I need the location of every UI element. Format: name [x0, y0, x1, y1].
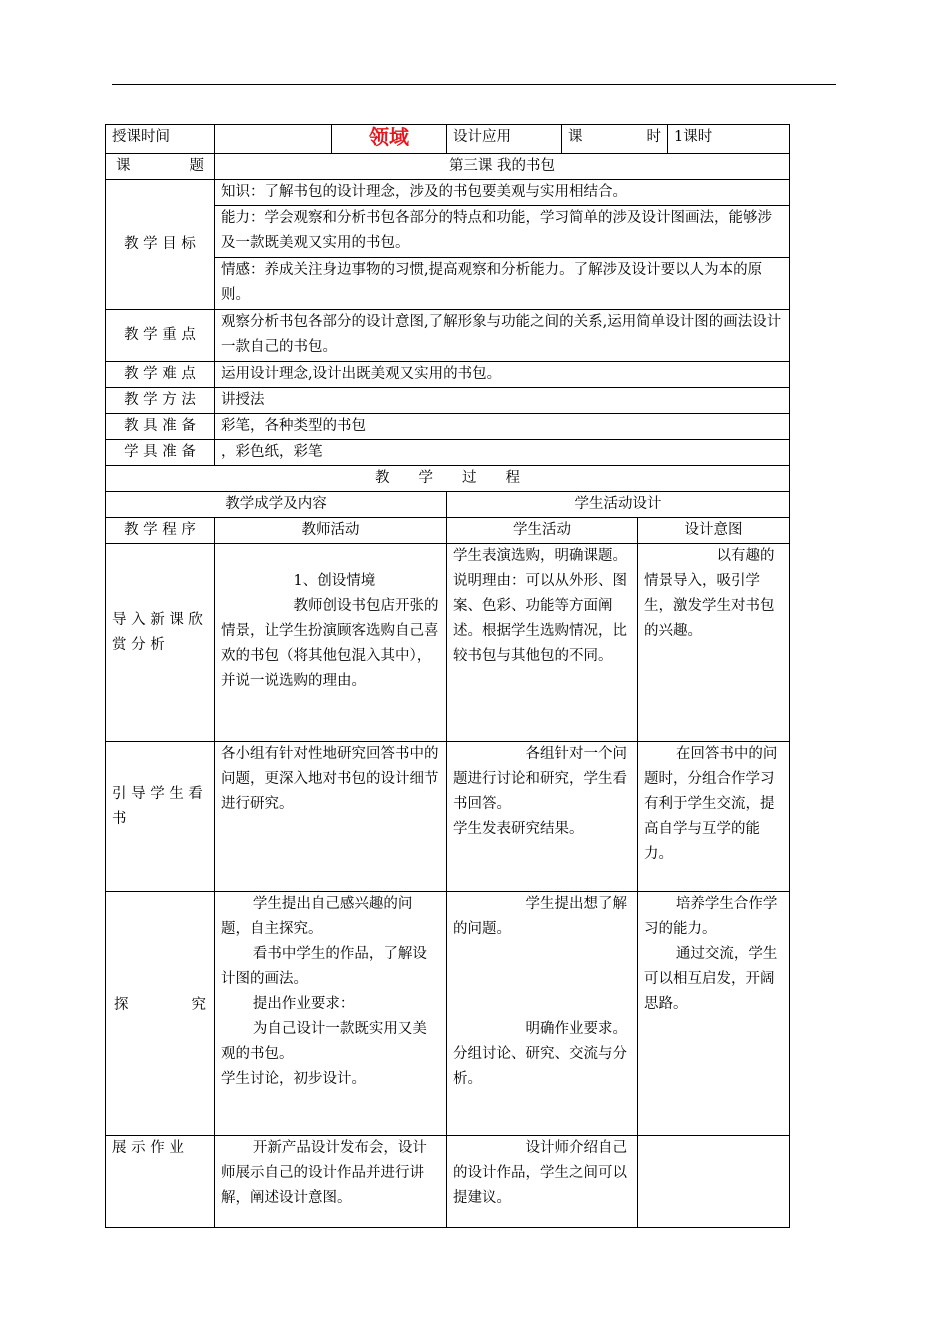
process-row-showcase [106, 1136, 790, 1228]
teacher-text: 开新产品设计发布会，设计师展示自己的设计作品并进行讲解，阐述设计意图。 [221, 1140, 427, 1206]
field-label: 领域 [369, 125, 409, 149]
procedure-text-b: 究 [191, 997, 206, 1013]
goal-knowledge-row [106, 180, 790, 206]
topic-label-a: 课 [116, 158, 131, 174]
process-row-reading [106, 742, 790, 892]
student-design-header: 学生活动设计 [447, 492, 790, 518]
student-text: 学生发表研究结果。 [453, 821, 584, 837]
teacher-activity-cell [215, 544, 447, 742]
topic-label-b: 题 [189, 158, 204, 174]
teacher-text: 看书中学生的作品，了解设计图的画法。 [221, 946, 427, 987]
intent-cell [638, 544, 790, 742]
teacher-activity-cell [215, 1136, 447, 1228]
process-title: 教 学 过 程 [106, 466, 790, 492]
procedure-cell: 展 示 作 业 [106, 1136, 215, 1228]
hours-value: 1课时 [668, 125, 790, 154]
procedure-header: 教 学 程 序 [106, 518, 215, 544]
method-value: 讲授法 [215, 388, 790, 414]
intent-text: 以有趣的情景导入，吸引学生，激发学生对书包的兴趣。 [644, 548, 775, 639]
teacher-activity-cell: 各小组有针对性地研究回答书中的问题，更深入地对书包的设计细节进行研究。 [215, 742, 447, 892]
teacher-tools-value: 彩笔，各种类型的书包 [215, 414, 790, 440]
topic-value: 第三课 我的书包 [215, 154, 790, 180]
goal-emotion: 情感：养成关注身边事物的习惯,提高观察和分析能力。了解涉及设计要以人为本的原则。 [215, 258, 790, 310]
procedure-cell: 引 导 学 生 看 书 [106, 742, 215, 892]
hours-label [562, 125, 668, 154]
process-row-intro [106, 544, 790, 742]
header-row [106, 125, 790, 154]
key-points-label: 教 学 重 点 [106, 310, 215, 362]
method-row [106, 388, 790, 414]
intent-cell [638, 742, 790, 892]
header-rule [112, 84, 836, 85]
process-row-explore [106, 892, 790, 1136]
hours-label-b: 时 [646, 129, 661, 145]
spacer [453, 942, 631, 1017]
procedure-text-a: 探 [114, 997, 129, 1013]
goals-label: 教 学 目 标 [106, 180, 215, 310]
student-activity-cell [447, 742, 638, 892]
student-activity-cell [447, 892, 638, 1136]
hours-label-a: 课 [568, 129, 583, 145]
procedure-cell: 导 入 新 课 欣 赏 分 析 [106, 544, 215, 742]
teacher-header: 教师活动 [215, 518, 447, 544]
intent-text: 在回答书中的问题时，分组合作学习有利于学生交流，提高自学与互学的能力。 [644, 746, 778, 862]
intent-text: 通过交流，学生可以相互启发，开阔思路。 [644, 946, 778, 1012]
procedure-cell [106, 892, 215, 1136]
spacer [221, 544, 440, 569]
teacher-tools-label: 教 具 准 备 [106, 414, 215, 440]
student-text: 学生提出想了解的问题。 [453, 896, 627, 937]
student-header: 学生活动 [447, 518, 638, 544]
process-header-row-2 [106, 518, 790, 544]
intent-cell [638, 1136, 790, 1228]
teacher-tools-row [106, 414, 790, 440]
time-label: 授课时间 [106, 125, 215, 154]
intent-text: 培养学生合作学习的能力。 [644, 896, 778, 937]
difficulty-row [106, 362, 790, 388]
goal-knowledge: 知识：了解书包的设计理念，涉及的书包要美观与实用相结合。 [215, 180, 790, 206]
student-tools-row [106, 440, 790, 466]
difficulty-label: 教 学 难 点 [106, 362, 215, 388]
teacher-text: 学生讨论，初步设计。 [221, 1071, 366, 1087]
student-text: 分组讨论、研究、交流与分析。 [453, 1046, 627, 1087]
topic-row [106, 154, 790, 180]
teacher-text: 教师创设书包店开张的情景，让学生扮演顾客选购自己喜欢的书包（将其他包混入其中），并说一说选购的理由。 [221, 598, 439, 689]
teacher-text: 为自己设计一款既实用又美观的书包。 [221, 1021, 427, 1062]
student-tools-label: 学 具 准 备 [106, 440, 215, 466]
process-header-row-1 [106, 492, 790, 518]
student-activity-cell [447, 1136, 638, 1228]
teacher-text: 1、创设情境 [293, 573, 376, 589]
intent-cell [638, 892, 790, 1136]
student-text: 设计师介绍自己的设计作品，学生之间可以提建议。 [453, 1140, 627, 1206]
time-value [215, 125, 332, 154]
process-title-row [106, 466, 790, 492]
method-label: 教 学 方 法 [106, 388, 215, 414]
teacher-text: 学生提出自己感兴趣的问题，自主探究。 [221, 896, 413, 937]
content-header: 教学成学及内容 [106, 492, 447, 518]
student-text: 各组针对一个问题进行讨论和研究，学生看书回答。 [453, 746, 627, 812]
student-text: 明确作业要求。 [525, 1021, 627, 1037]
goal-ability: 能力：学会观察和分析书包各部分的特点和功能，学习简单的涉及设计图画法，能够涉及一款既美观又实用的书包。 [215, 206, 790, 258]
student-activity-cell: 学生表演选购，明确课题。说明理由：可以从外形、图案、色彩、功能等方面阐述。根据学生选购情况，比较书包与其他包的不同。 [447, 544, 638, 742]
lesson-plan-table [105, 124, 790, 1228]
field-label-cell [332, 125, 447, 154]
intent-header: 设计意图 [638, 518, 790, 544]
teacher-text: 提出作业要求： [252, 996, 355, 1012]
topic-label [106, 154, 215, 180]
teacher-activity-cell [215, 892, 447, 1136]
difficulty-value: 运用设计理念,设计出既美观又实用的书包。 [215, 362, 790, 388]
key-points-row [106, 310, 790, 362]
student-tools-value: ，彩色纸，彩笔 [215, 440, 790, 466]
key-points-value: 观察分析书包各部分的设计意图,了解形象与功能之间的关系,运用简单设计图的画法设计一款自己的书包。 [215, 310, 790, 362]
field-value: 设计应用 [447, 125, 562, 154]
